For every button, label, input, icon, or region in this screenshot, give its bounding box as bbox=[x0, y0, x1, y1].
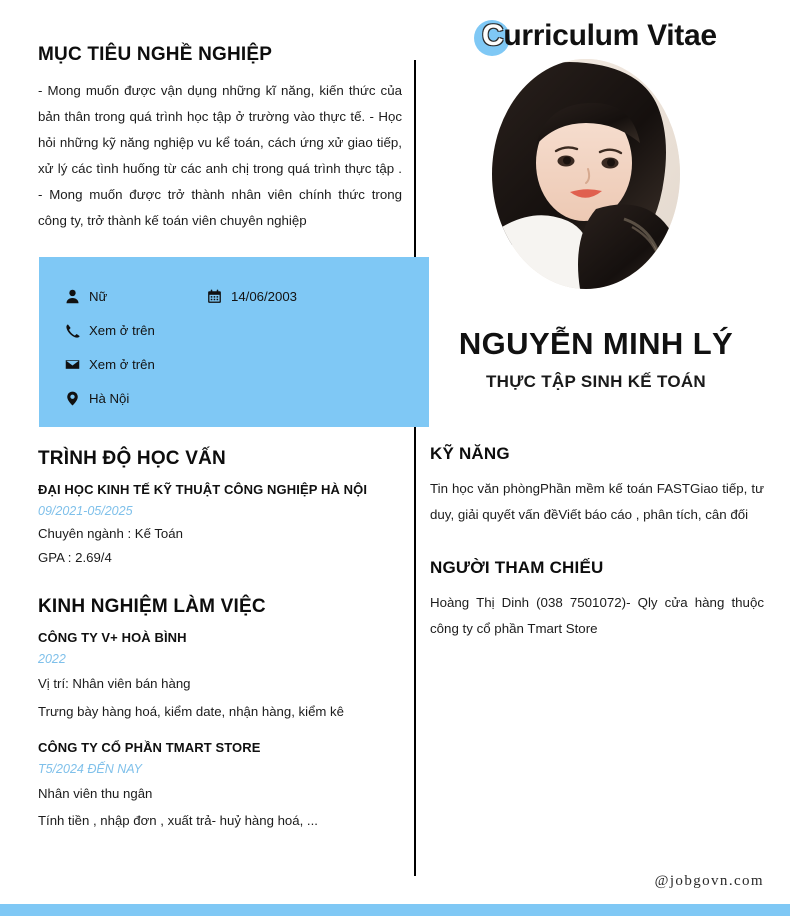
references-title: NGƯỜI THAM CHIẾU bbox=[430, 557, 604, 577]
right-column bbox=[430, 444, 764, 642]
info-birthdate-value: 14/06/2003 bbox=[231, 288, 298, 304]
education-school: ĐẠI HỌC KINH TẾ KỸ THUẬT CÔNG NGHIỆP HÀ NỘI bbox=[38, 482, 368, 497]
education-date: 09/2021-05/2025 bbox=[38, 504, 133, 518]
portrait-photo bbox=[492, 59, 680, 289]
column-divider bbox=[414, 60, 416, 876]
phone-icon bbox=[64, 322, 80, 338]
info-email bbox=[64, 356, 206, 372]
info-row bbox=[64, 313, 419, 347]
education-major: Chuyên ngành : Kế Toán bbox=[38, 526, 183, 541]
info-location-value: Hà Nội bbox=[89, 390, 130, 406]
info-email-value: Xem ở trên bbox=[89, 356, 155, 372]
info-location bbox=[64, 390, 206, 406]
experience-item bbox=[38, 740, 402, 832]
education-gpa: GPA : 2.69/4 bbox=[38, 550, 112, 565]
info-row bbox=[64, 347, 419, 381]
skills-text: Tin học văn phòngPhần mềm kế toán FASTGiao tiếp, tư duy, giải quyết vấn đềViết báo cáo , phân tích, cân đối bbox=[430, 481, 764, 522]
footer-accent-bar bbox=[0, 904, 790, 916]
references-text: Hoàng Thị Dinh (038 7501072)- Qly cửa hàng thuộc công ty cổ phần Tmart Store bbox=[430, 594, 764, 636]
curriculum-vitae-logo bbox=[474, 14, 717, 58]
info-phone bbox=[64, 322, 206, 338]
logo-text bbox=[482, 14, 717, 58]
experience-section bbox=[38, 596, 402, 839]
experience-date: 2022 bbox=[38, 652, 66, 666]
experience-position: Vị trí: Nhân viên bán hàng bbox=[38, 676, 191, 691]
experience-company: CÔNG TY CỔ PHẦN TMART STORE bbox=[38, 739, 261, 755]
experience-duties: Tính tiền , nhập đơn , xuất trả- huỷ hàng hoá, ... bbox=[38, 813, 318, 829]
person-icon bbox=[64, 288, 80, 304]
objective-section bbox=[38, 44, 402, 234]
info-row bbox=[64, 279, 419, 313]
experience-position: Nhân viên thu ngân bbox=[38, 785, 153, 801]
info-phone-value: Xem ở trên bbox=[89, 322, 155, 338]
skills-title: KỸ NĂNG bbox=[430, 444, 510, 463]
logo-lead-letter: C bbox=[482, 19, 504, 52]
watermark: @jobgovn.com bbox=[654, 873, 764, 889]
personal-info-card bbox=[39, 257, 429, 427]
job-title: THỰC TẬP SINH KẾ TOÁN bbox=[485, 371, 706, 391]
experience-company: CÔNG TY V+ HOÀ BÌNH bbox=[38, 630, 187, 645]
objective-title: MỤC TIÊU NGHỀ NGHIỆP bbox=[38, 44, 273, 65]
name-block bbox=[428, 326, 764, 392]
education-section bbox=[38, 448, 402, 574]
full-name: NGUYỄN MINH LÝ bbox=[458, 326, 734, 361]
calendar-icon bbox=[206, 288, 222, 304]
education-title: TRÌNH ĐỘ HỌC VẤN bbox=[38, 448, 226, 469]
logo-rest-text: urriculum Vitae bbox=[503, 19, 717, 52]
personal-info-grid bbox=[64, 279, 419, 415]
email-icon bbox=[64, 356, 80, 372]
experience-item bbox=[38, 630, 402, 722]
info-gender-value: Nữ bbox=[89, 288, 108, 304]
location-icon bbox=[64, 390, 80, 406]
experience-title: KINH NGHIỆM LÀM VIỆC bbox=[38, 596, 266, 617]
objective-text: - Mong muốn được vận dụng những kĩ năng, kiến thức của bản thân trong quá trình học tập ở trường vào thực tế. - Học hỏi những kỹ năng nghiệp vu kể toán, cách ứng xử giao tiếp, xử lý các tình huống từ các anh chị trong quá trình thực tập . - Mong muốn được trở thành nhân viên chính thức trong công ty, trở thành kế toán viên chuyên nghiệp bbox=[38, 83, 402, 228]
info-gender bbox=[64, 288, 206, 304]
experience-duties: Trưng bày hàng hoá, kiểm date, nhận hàng, kiểm kê bbox=[38, 703, 344, 719]
info-birthdate bbox=[206, 288, 297, 304]
info-row bbox=[64, 381, 419, 415]
experience-date: T5/2024 ĐẾN NAY bbox=[38, 761, 142, 776]
